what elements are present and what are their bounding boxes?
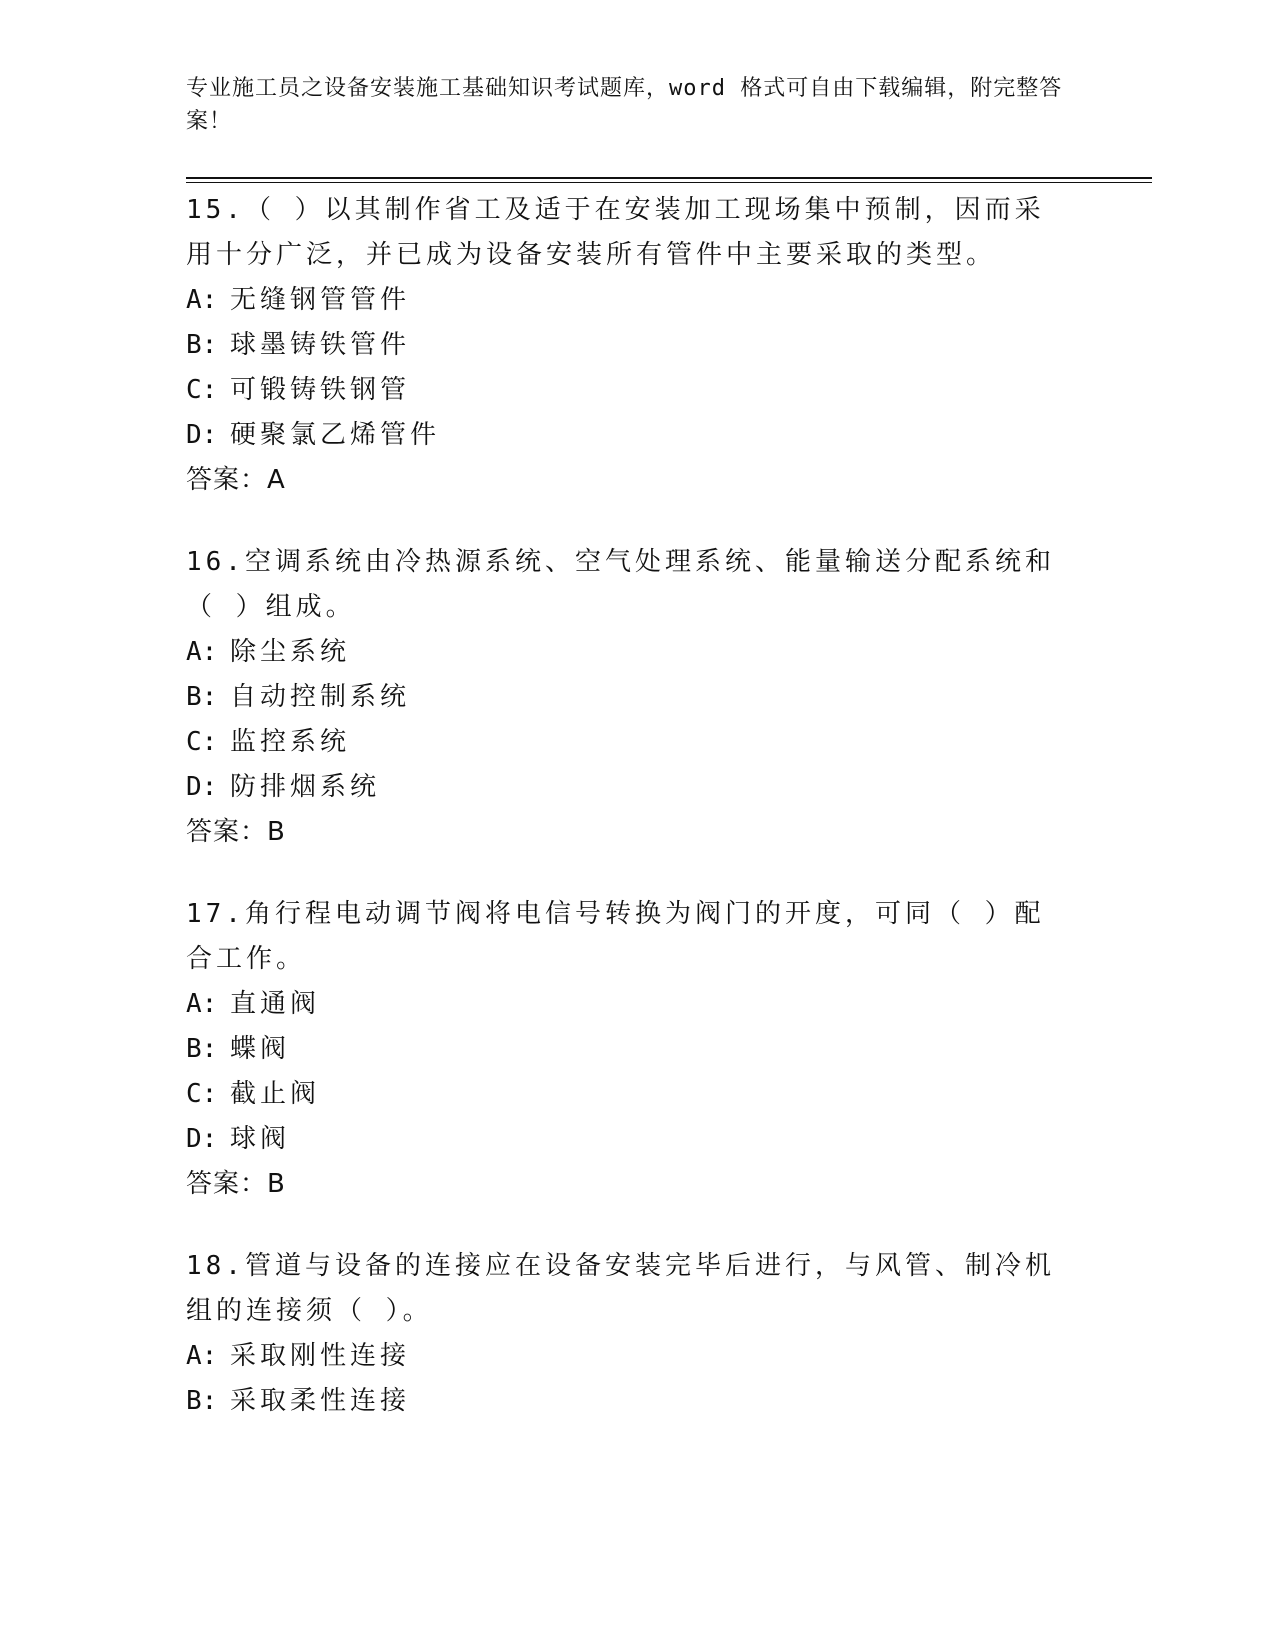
option-a bbox=[186, 982, 1086, 1027]
option-b bbox=[186, 1027, 1086, 1072]
header-note: 专业施工员之设备安装施工基础知识考试题库，word 格式可自由下载编辑，附完整答案！ bbox=[186, 76, 1063, 134]
option-d bbox=[186, 1117, 1086, 1162]
option-text: 自动控制系统 bbox=[230, 682, 411, 712]
option-text: 截止阀 bbox=[230, 1079, 321, 1109]
question-18 bbox=[186, 1244, 1086, 1424]
option-text: 监控系统 bbox=[230, 727, 351, 757]
option-key: D: bbox=[186, 772, 218, 802]
option-key: A: bbox=[186, 1341, 218, 1371]
option-text: 可锻铸铁钢管 bbox=[230, 375, 411, 405]
option-a bbox=[186, 1334, 1086, 1379]
question-16 bbox=[186, 540, 1086, 855]
option-key: A: bbox=[186, 285, 218, 315]
option-key: A: bbox=[186, 989, 218, 1019]
question-15 bbox=[186, 188, 1086, 503]
option-b bbox=[186, 1379, 1086, 1424]
option-key: D: bbox=[186, 420, 218, 450]
question-17 bbox=[186, 892, 1086, 1207]
option-text: 硬聚氯乙烯管件 bbox=[230, 420, 441, 450]
option-key: A: bbox=[186, 637, 218, 667]
option-text: 球墨铸铁管件 bbox=[230, 330, 411, 360]
header-divider-thin bbox=[186, 182, 1152, 183]
option-text: 采取刚性连接 bbox=[230, 1341, 411, 1371]
question-stem: 15.（ ）以其制作省工及适于在安装加工现场集中预制，因而采用十分广泛，并已成为设备安装所有管件中主要采取的类型。 bbox=[186, 195, 1045, 270]
option-c bbox=[186, 368, 1086, 413]
question-list bbox=[186, 188, 1086, 1461]
question-stem: 18.管道与设备的连接应在设备安装完毕后进行，与风管、制冷机组的连接须（ ）。 bbox=[186, 1251, 1055, 1326]
answer-line: 答案：A bbox=[186, 465, 286, 495]
option-a bbox=[186, 278, 1086, 323]
option-key: C: bbox=[186, 727, 218, 757]
option-b bbox=[186, 675, 1086, 720]
header-divider-thick bbox=[186, 177, 1152, 179]
option-key: C: bbox=[186, 375, 218, 405]
option-c bbox=[186, 720, 1086, 765]
option-key: D: bbox=[186, 1124, 218, 1154]
option-key: B: bbox=[186, 1034, 218, 1064]
answer-line: 答案：B bbox=[186, 817, 286, 847]
option-d bbox=[186, 765, 1086, 810]
option-text: 除尘系统 bbox=[230, 637, 351, 667]
option-key: B: bbox=[186, 682, 218, 712]
option-b bbox=[186, 323, 1086, 368]
answer-line: 答案：B bbox=[186, 1169, 286, 1199]
option-text: 防排烟系统 bbox=[230, 772, 381, 802]
option-d bbox=[186, 413, 1086, 458]
question-stem: 17.角行程电动调节阀将电信号转换为阀门的开度，可同（ ）配合工作。 bbox=[186, 899, 1045, 974]
option-key: C: bbox=[186, 1079, 218, 1109]
option-text: 采取柔性连接 bbox=[230, 1386, 411, 1416]
option-text: 直通阀 bbox=[230, 989, 321, 1019]
option-c bbox=[186, 1072, 1086, 1117]
question-stem: 16.空调系统由冷热源系统、空气处理系统、能量输送分配系统和（ ）组成。 bbox=[186, 547, 1055, 622]
option-a bbox=[186, 630, 1086, 675]
option-text: 球阀 bbox=[230, 1124, 291, 1154]
option-key: B: bbox=[186, 330, 218, 360]
option-key: B: bbox=[186, 1386, 218, 1416]
option-text: 无缝钢管管件 bbox=[230, 285, 411, 315]
option-text: 蝶阀 bbox=[230, 1034, 291, 1064]
